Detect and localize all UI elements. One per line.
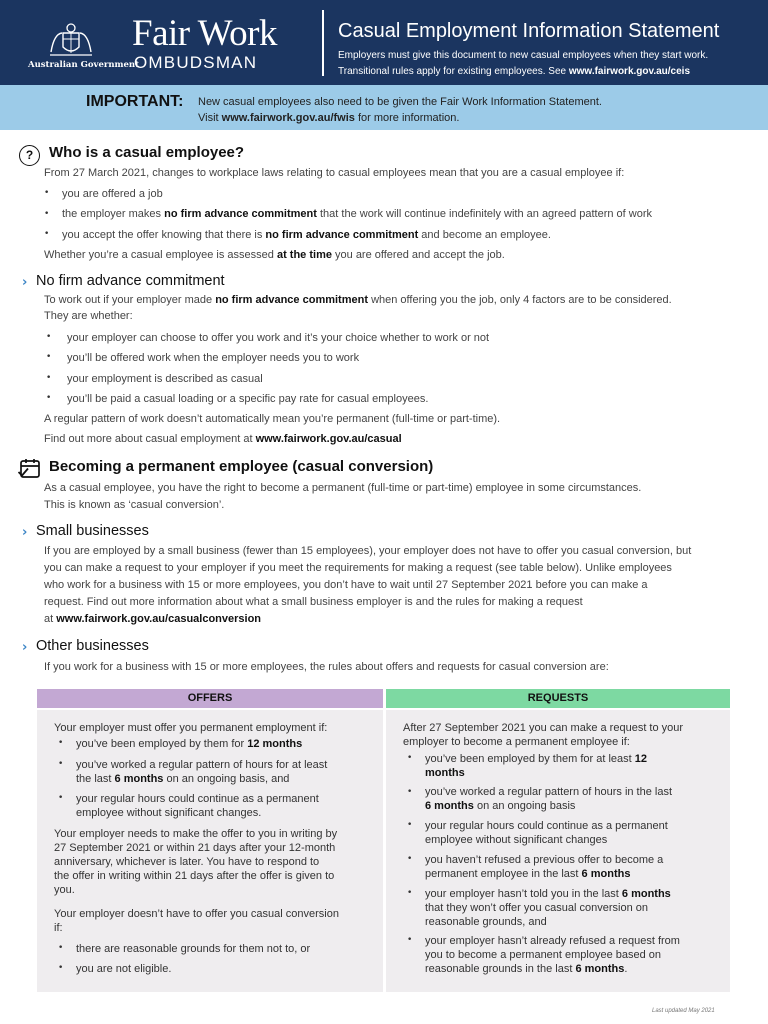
text: your employer hasn’t already refused a request from [425, 935, 680, 947]
text: To work out if your employer made [44, 294, 216, 306]
important-label: IMPORTANT: [86, 93, 184, 110]
requests-bullet-5 [425, 887, 671, 929]
bullet-icon: • [407, 820, 413, 830]
casual-link[interactable]: www.fairwork.gov.au/casual [255, 433, 402, 445]
text: when offering you the job, only 4 factors are to be considered. [368, 294, 672, 306]
text: anniversary, whichever is later. You have to respond to [54, 856, 320, 868]
text: reasonable grounds, and [425, 916, 547, 928]
document-subtitle-line1: Employers must give this document to new casual employees when they start work. [338, 50, 709, 61]
text: They are whether: [44, 310, 133, 322]
bullet-icon: • [58, 963, 64, 973]
text: the last [76, 773, 115, 785]
section-heading-small-business: Small businesses [36, 523, 149, 539]
bullet-icon: • [407, 753, 413, 763]
text: that the work will continue indefinitely with an agreed pattern of work [316, 208, 653, 220]
s3-p2: This is known as ‘casual conversion’. [44, 499, 225, 511]
important-text [198, 94, 602, 126]
s2-bullet-4: you’ll be paid a casual loading or a specific pay rate for casual employees. [67, 393, 429, 405]
text: you’ve worked a regular pattern of hours for at least [76, 759, 328, 771]
text: . [624, 963, 628, 975]
section-heading-no-firm: No firm advance commitment [36, 273, 225, 289]
offers-paragraph-3 [54, 907, 339, 935]
offers-column-header: OFFERS [37, 689, 383, 708]
text: at [44, 613, 57, 625]
s4-line4: request. Find out more information about what a small business employer is and the rules for making a request [44, 596, 583, 608]
header-bar [0, 0, 768, 85]
question-circle-icon: ? [19, 145, 40, 166]
requests-bullet-2 [425, 785, 672, 813]
coat-of-arms-icon [46, 22, 96, 58]
text: you are offered and accept the job. [331, 249, 505, 261]
text: After 27 September 2021 you can make a request to your [403, 722, 684, 734]
chevron-right-icon: › [22, 640, 28, 655]
s2-p2: A regular pattern of work doesn’t automatically mean you’re permanent (full-time or part-time). [44, 413, 501, 425]
section-heading-casual: Who is a casual employee? [49, 144, 245, 161]
text: your regular hours could continue as a permanent [76, 793, 319, 805]
s1-outro [44, 247, 734, 263]
ceis-link[interactable]: www.fairwork.gov.au/ceis [568, 66, 691, 77]
text: the offer in writing within 21 days after the offer is given to [54, 870, 335, 882]
bullet-icon: • [58, 943, 64, 953]
text: Your employer needs to make the offer to you in writing by [54, 828, 338, 840]
requests-bullet-4 [425, 853, 663, 881]
text: on an ongoing basis [473, 800, 576, 812]
s2-p3 [44, 431, 734, 447]
important-banner [0, 85, 768, 130]
bullet-icon: • [407, 888, 413, 898]
s4-line2: you can make a request to your employer if you meet the requirements for making a request (see table below). Unlike employees [44, 562, 672, 574]
bullet-icon: • [46, 373, 52, 383]
text: the employer makes [62, 208, 165, 220]
header-divider [322, 10, 324, 76]
bullet-icon: • [407, 787, 413, 797]
bullet-icon: • [44, 229, 50, 239]
emphasis: 12 [634, 753, 647, 765]
s2-bullet-2: you’ll be offered work when the employer needs you to work [67, 352, 360, 364]
brand-title: Fair Work [132, 13, 277, 54]
bullet-icon: • [58, 793, 64, 803]
text: you’ve worked a regular pattern of hours in the last [425, 786, 673, 798]
s3-p1: As a casual employee, you have the right to become a permanent (full-time or part-time) employee in some circumstances. [44, 482, 642, 494]
emphasis: 6 months [621, 888, 671, 900]
bullet-icon: • [407, 854, 413, 864]
text: your employer hasn’t told you in the last [425, 888, 622, 900]
text: your regular hours could continue as a permanent [425, 820, 668, 832]
s1-bullet-1: you are offered a job [62, 188, 163, 200]
s4-line5 [44, 611, 734, 627]
text: you haven’t refused a previous offer to become a [425, 854, 664, 866]
s5-p1: If you work for a business with 15 or more employees, the rules about offers and requests for casual conversion are: [44, 661, 609, 673]
s2-bullet-3: your employment is described as casual [67, 373, 263, 385]
text: Your employer doesn’t have to offer you casual conversion [54, 908, 339, 920]
chevron-right-icon: › [22, 525, 28, 540]
emphasis: no firm advance commitment [265, 229, 419, 241]
document-subtitle [338, 48, 763, 80]
offers-bullet-4: there are reasonable grounds for them not to, or [76, 943, 311, 955]
offers-bullet-1 [76, 737, 302, 751]
bullet-icon: • [44, 209, 50, 219]
last-updated: Last updated May 2021 [652, 1008, 715, 1014]
chevron-right-icon: › [22, 275, 28, 290]
text: reasonable grounds in the last [425, 963, 576, 975]
text: employer to become a permanent employee if: [403, 736, 630, 748]
government-label: Australian Government [28, 60, 140, 70]
emphasis: 12 months [247, 738, 303, 750]
emphasis: at the time [276, 249, 332, 261]
offers-paragraph-2 [54, 827, 337, 897]
emphasis: months [425, 767, 465, 779]
text: and become an employee. [418, 229, 551, 241]
s1-bullet-3 [62, 227, 722, 243]
text: you. [54, 884, 75, 896]
requests-bullet-1 [425, 752, 647, 780]
text: Whether you’re a casual employee is assessed [44, 249, 277, 261]
text: on an ongoing basis, and [163, 773, 290, 785]
requests-cell [386, 710, 730, 992]
text: you accept the offer knowing that there is [62, 229, 266, 241]
s2-bullet-1: your employer can choose to offer you work and it’s your choice whether to work or not [67, 332, 490, 344]
s1-intro: From 27 March 2021, changes to workplace laws relating to casual employees mean that you are a casual employee if: [44, 167, 625, 179]
section-heading-other-business: Other businesses [36, 638, 149, 654]
s4-line1: If you are employed by a small business (fewer than 15 employees), your employer does not have to offer you casual conversion, but [44, 545, 692, 557]
emphasis: no firm advance commitment [215, 294, 369, 306]
fwis-link[interactable]: www.fairwork.gov.au/fwis [221, 112, 355, 124]
important-line1: New casual employees also need to be given the Fair Work Information Statement. [198, 96, 602, 108]
requests-bullet-3 [425, 819, 668, 847]
s2-p1 [44, 292, 734, 324]
document-title: Casual Employment Information Statement [338, 20, 720, 42]
s4-line3: who work for a business with 15 or more employees, you don’t have to wait until 27 September 2021 before you can make a [44, 579, 648, 591]
text: you’ve been employed by them for [76, 738, 248, 750]
emphasis: 6 months [114, 773, 164, 785]
bullet-icon: • [46, 352, 52, 362]
bullet-icon: • [46, 332, 52, 342]
offers-cell [37, 710, 383, 992]
emphasis: 6 months [425, 800, 474, 812]
text: permanent employee in the last [425, 868, 582, 880]
section-heading-conversion: Becoming a permanent employee (casual conversion) [49, 458, 434, 475]
text: employee without significant changes. [76, 807, 262, 819]
text: you to become a permanent employee based on [425, 949, 662, 961]
emphasis: no firm advance commitment [164, 208, 317, 220]
calendar-check-icon [18, 456, 42, 480]
text: if: [54, 922, 63, 934]
bullet-icon: • [58, 738, 64, 748]
text: that they won’t offer you casual conversion on [425, 902, 648, 914]
text: 27 September 2021 or within 21 days after your 12-month [54, 842, 336, 854]
brand-subtitle: OMBUDSMAN [134, 53, 258, 72]
text: you’ve been employed by them for at least [425, 753, 635, 765]
emphasis: 6 months [575, 963, 625, 975]
offers-bullet-3 [76, 792, 319, 820]
bullet-icon: • [44, 188, 50, 198]
text: Find out more about casual employment at [44, 433, 256, 445]
bullet-icon: • [58, 759, 64, 769]
requests-bullet-6 [425, 934, 680, 976]
bullet-icon: • [46, 393, 52, 403]
bullet-icon: • [407, 935, 413, 945]
emphasis: 6 months [581, 868, 631, 880]
document-subtitle-line2: Transitional rules apply for existing employees. See [338, 66, 569, 77]
text: employee without significant changes [425, 834, 608, 846]
offers-intro: Your employer must offer you permanent employment if: [54, 722, 328, 734]
requests-column-header: REQUESTS [386, 689, 730, 708]
important-line2-prefix: Visit [198, 112, 222, 124]
important-line2-suffix: for more information. [354, 112, 460, 124]
requests-intro [403, 721, 683, 749]
offers-bullet-5: you are not eligible. [76, 963, 172, 975]
offers-bullet-2 [76, 758, 327, 786]
casualconversion-link[interactable]: www.fairwork.gov.au/casualconversion [56, 613, 262, 625]
s1-bullet-2 [62, 206, 722, 222]
